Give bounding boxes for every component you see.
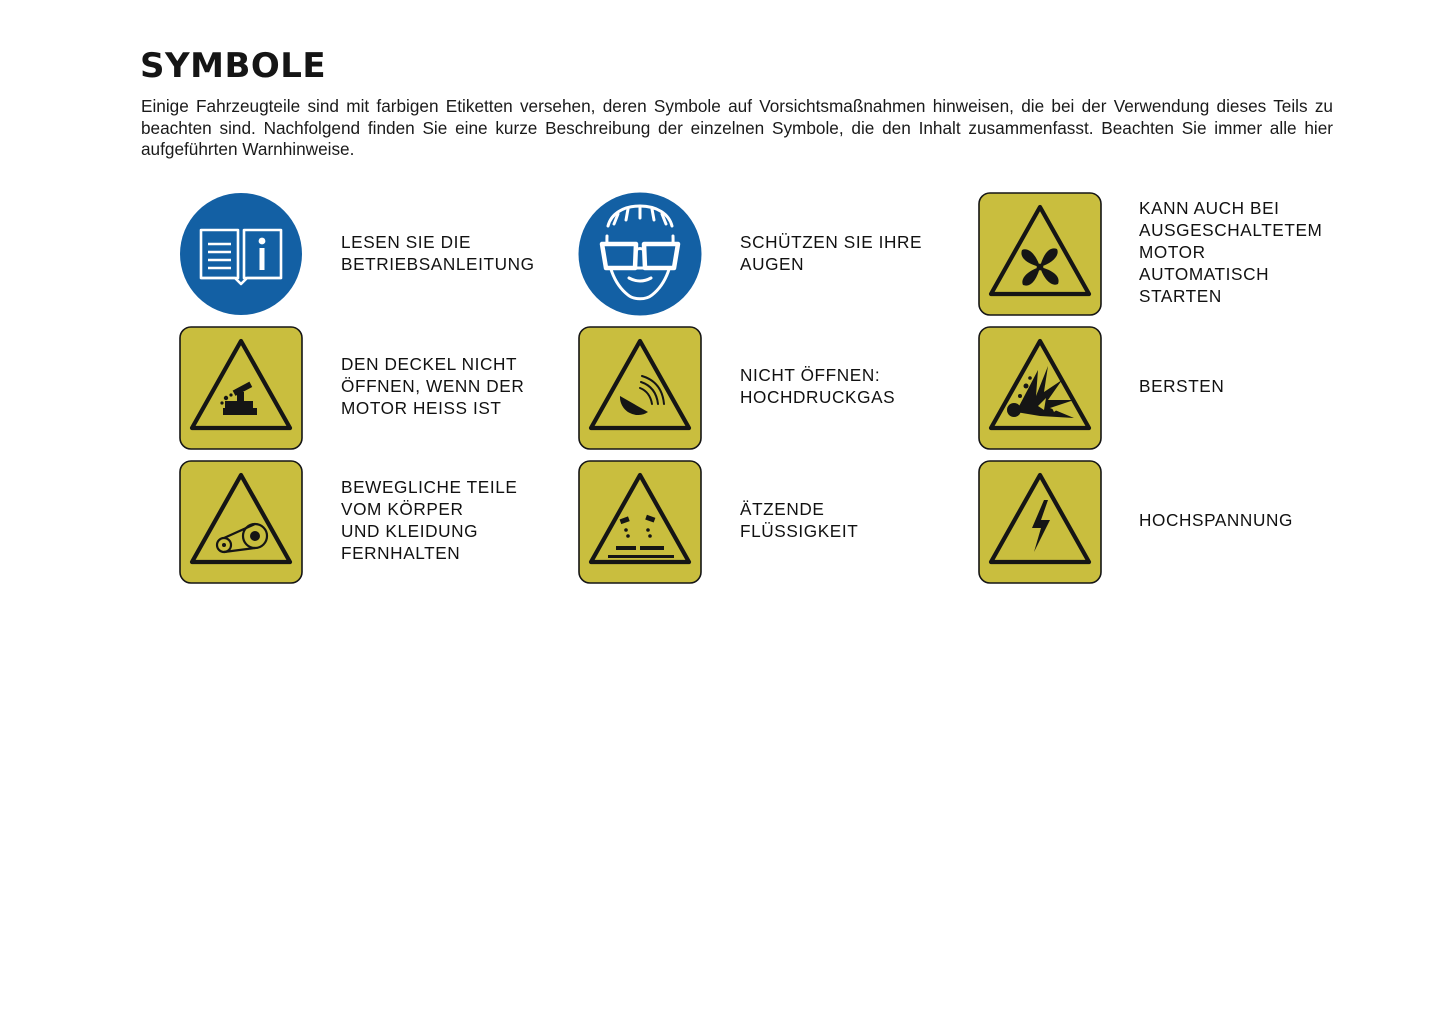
label-line: ÄTZENDE FLÜSSIGKEIT	[740, 499, 859, 541]
pressurized-gas-icon	[578, 326, 702, 450]
page-title: SYMBOLE	[140, 46, 327, 86]
manual-icon	[179, 192, 303, 316]
label-line: MOTOR AUTOMATISCH	[1139, 242, 1270, 284]
symbol-label-fan-auto-start	[1139, 197, 1339, 307]
intro-line-2: beachten sind. Nachfolgend finden Sie eine kurze Beschreibung der einzelnen Symbole, die den Inhalt zusammenfasst. Beachten Sie immer alle hier	[141, 117, 1333, 138]
eye-protection-icon	[578, 192, 702, 316]
symbol-label-manual	[341, 231, 541, 275]
symbol-label-pressurized-gas	[740, 364, 940, 408]
label-line: AUSGESCHALTETEM	[1139, 220, 1323, 240]
label-line: HOCHDRUCKGAS	[740, 387, 896, 407]
symbol-label-high-voltage	[1139, 509, 1339, 531]
label-line: BEWEGLICHE TEILE	[341, 477, 518, 497]
label-line: KANN AUCH BEI	[1139, 198, 1280, 218]
fan-auto-start-icon	[978, 192, 1102, 316]
symbol-label-explosion	[1139, 375, 1339, 397]
symbol-label-corrosive	[740, 498, 940, 542]
symbol-label-eye-protection	[740, 231, 940, 275]
label-line: BETRIEBSANLEITUNG	[341, 254, 535, 274]
label-line: LESEN SIE DIE	[341, 232, 472, 252]
high-voltage-icon	[978, 460, 1102, 584]
symbol-label-hot-cap	[341, 353, 541, 419]
corrosive-icon	[578, 460, 702, 584]
label-line: NICHT ÖFFNEN:	[740, 365, 881, 385]
hot-cap-icon	[179, 326, 303, 450]
label-line: MOTOR HEISS IST	[341, 398, 502, 418]
label-line: ÖFFNEN, WENN DER	[341, 376, 525, 396]
label-line: HOCHSPANNUNG	[1139, 510, 1293, 530]
moving-parts-icon	[179, 460, 303, 584]
label-line: STARTEN	[1139, 286, 1222, 306]
intro-paragraph	[141, 96, 1333, 161]
label-line: UND KLEIDUNG	[341, 521, 479, 541]
intro-line-3: aufgeführten Warnhinweise.	[141, 139, 355, 159]
label-line: AUGEN	[740, 254, 805, 274]
label-line: FERNHALTEN	[341, 543, 461, 563]
intro-line-1: Einige Fahrzeugteile sind mit farbigen Etiketten versehen, deren Symbole auf Vorsichtsmaßnahmen hinweisen, die bei der Verwendung dieses Teils zu	[141, 96, 1333, 116]
label-line: DEN DECKEL NICHT	[341, 354, 518, 374]
explosion-icon	[978, 326, 1102, 450]
label-line: BERSTEN	[1139, 376, 1225, 396]
label-line: VOM KÖRPER	[341, 499, 464, 519]
symbol-label-moving-parts	[341, 476, 541, 564]
label-line: SCHÜTZEN SIE IHRE	[740, 232, 923, 252]
